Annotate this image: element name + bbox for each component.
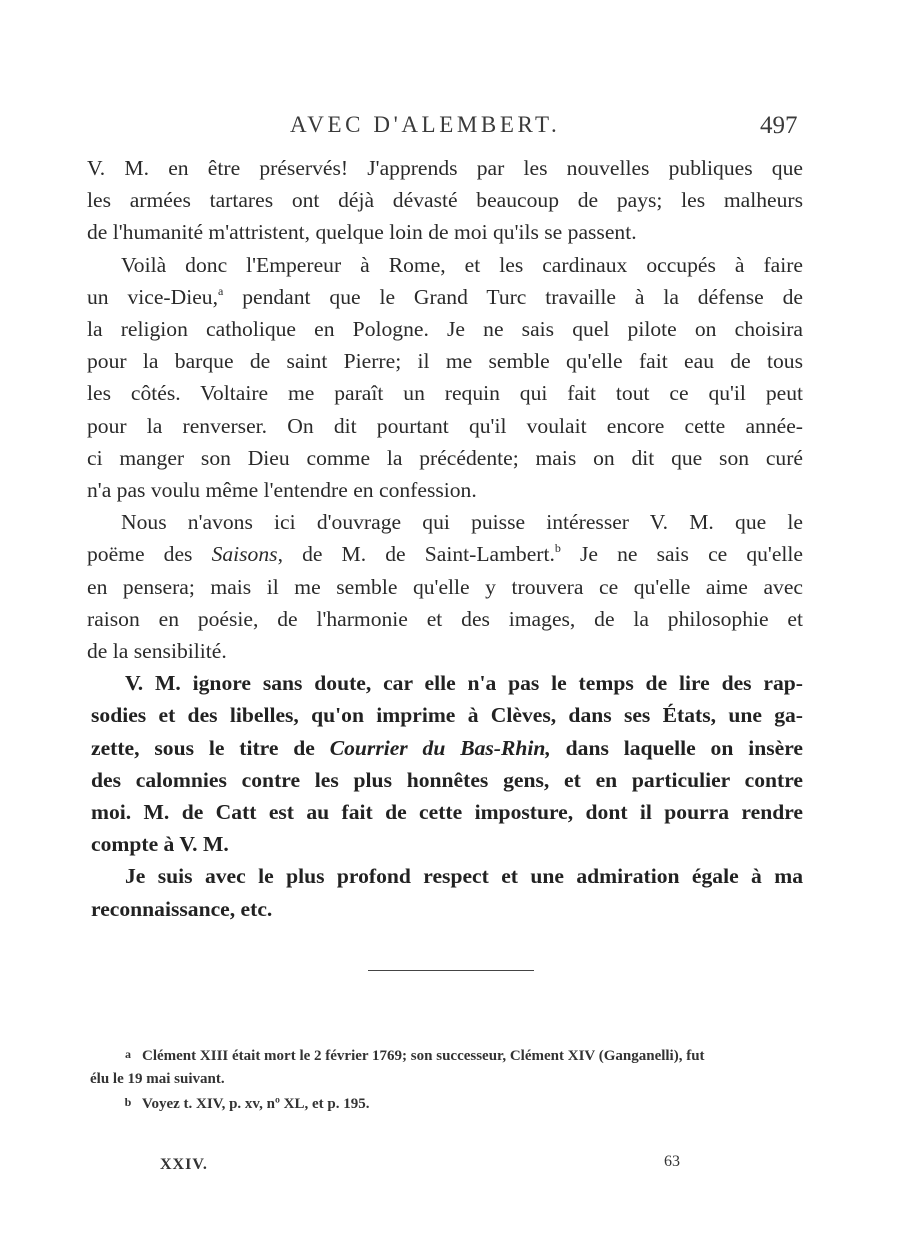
text-line: pour la barque de saint Pierre; il me semble qu'elle fait eau de tous [87, 349, 803, 374]
italic-title-courrier: Courrier du Bas-Rhin, [329, 735, 551, 760]
paragraph-4 [91, 667, 803, 860]
text-line: les côtés. Voltaire me paraît un requin qui fait tout ce qu'il peut [87, 381, 803, 406]
text-line: moi. M. de Catt est au fait de cette imposture, dont il pourra rendre [91, 800, 803, 825]
text-line: sodies et des libelles, qu'on imprime à Clèves, dans ses États, une ga- [91, 703, 803, 728]
paragraph-1 [87, 152, 803, 249]
text-line [87, 281, 803, 313]
footnote-marker: b [124, 1095, 132, 1109]
text-line: en pensera; mais il me semble qu'elle y trouvera ce qu'elle aime avec [87, 574, 803, 599]
footnotes [90, 1043, 807, 1116]
text-line: de l'humanité m'attristent, quelque loin de moi qu'ils se passent. [87, 220, 637, 245]
paragraph-2 [87, 249, 803, 507]
text-line: Je suis avec le plus profond respect et une admiration égale à ma [125, 864, 803, 889]
text-segment: zette, sous le titre de [91, 735, 330, 760]
footnote-line [90, 1043, 807, 1068]
text-line: pour la renverser. On dit pourtant qu'il voulait encore cette année- [87, 413, 803, 438]
text-segment: un vice-Dieu, [87, 284, 218, 309]
text-segment: pendant que le Grand Turc travaille à la défense de [223, 284, 803, 309]
footnote-ref-a: a [218, 283, 224, 298]
italic-title-saisons: Saisons [211, 542, 278, 567]
running-title: AVEC D'ALEMBERT. [290, 112, 561, 137]
footnote-marker: a [125, 1047, 131, 1061]
text-line [87, 538, 803, 570]
footnote-line [90, 1091, 807, 1116]
footnote-text: Clément XIII était mort le 2 février 1769; son successeur, Clément XIV (Ganganelli), fut [142, 1048, 705, 1064]
paragraph-5 [91, 860, 803, 924]
text-line: Voilà donc l'Empereur à Rome, et les cardinaux occupés à faire [121, 252, 803, 277]
text-line: V. M. ignore sans doute, car elle n'a pas le temps de lire des rap- [125, 671, 803, 696]
footnote-separator-rule [368, 970, 534, 971]
running-header [0, 110, 900, 144]
text-line: la religion catholique en Pologne. Je ne sais quel pilote on choisira [87, 317, 803, 342]
text-line: les armées tartares ont déjà dévasté beaucoup de pays; les malheurs [87, 188, 803, 213]
footnote-ref-b: b [554, 541, 561, 556]
text-line: V. M. en être préservés! J'apprends par les nouvelles publiques que [87, 156, 803, 180]
text-line: de la sensibilité. [87, 639, 227, 664]
text-line: reconnaissance, etc. [91, 896, 273, 921]
text-line: compte à V. M. [91, 832, 229, 857]
footnote-a [90, 1043, 807, 1091]
text-line: des calomnies contre les plus honnêtes gens, et en particulier contre [91, 767, 803, 792]
text-line: Nous n'avons ici d'ouvrage qui puisse intéresser V. M. que le [121, 510, 803, 535]
page-number: 497 [760, 112, 798, 139]
text-segment: dans laquelle on insère [550, 735, 803, 760]
paragraph-3 [87, 506, 803, 667]
text-line [91, 732, 803, 764]
sheet-number: 63 [664, 1153, 680, 1170]
letter-body [87, 152, 803, 925]
footnote-text: Voyez t. XIV, p. xv, nº XL, et p. 195. [142, 1096, 370, 1112]
text-line: n'a pas voulu même l'entendre en confession. [87, 478, 477, 503]
volume-signature: XXIV. [160, 1156, 208, 1173]
text-line: ci manger son Dieu comme la précédente; mais on dit que son curé [87, 445, 803, 470]
text-segment: , de M. de Saint-Lambert. [277, 542, 555, 567]
footnote-line: élu le 19 mai suivant. [90, 1071, 225, 1087]
footnote-b [90, 1091, 807, 1116]
text-line: raison en poésie, de l'harmonie et des images, de la philosophie et [87, 606, 803, 631]
text-segment: poëme des [87, 542, 212, 567]
text-segment: Je ne sais ce qu'elle [560, 542, 803, 567]
